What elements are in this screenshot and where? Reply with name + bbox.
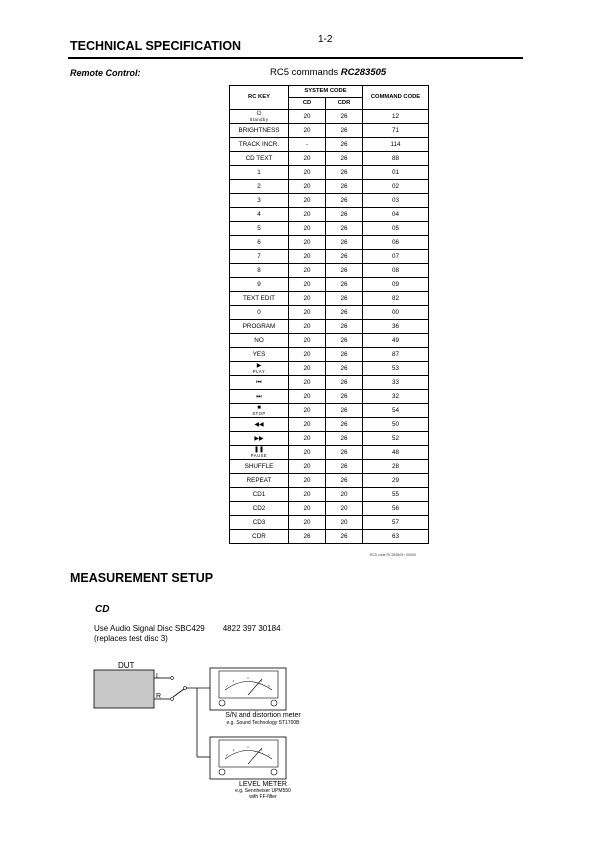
rc-key-cell: CD3 <box>230 516 289 530</box>
cdr-code-cell: 20 <box>326 502 363 516</box>
cd-code-cell: - <box>289 138 326 152</box>
switch-contact-right <box>171 698 174 701</box>
cdr-code-cell: 26 <box>326 166 363 180</box>
cd-code-cell: 20 <box>289 194 326 208</box>
cd-code-cell: 20 <box>289 124 326 138</box>
command-code-cell: 87 <box>363 348 429 362</box>
cd-code-cell: 20 <box>289 250 326 264</box>
rc-key-cell: 5 <box>230 222 289 236</box>
cd-code-cell: 26 <box>289 530 326 544</box>
cdr-code-cell: 26 <box>326 404 363 418</box>
level-meter <box>210 737 286 779</box>
meter2-caption <box>200 781 326 800</box>
header-rc-key: RC KEY <box>230 86 289 110</box>
cd-code-cell: 20 <box>289 502 326 516</box>
cdr-code-cell: 26 <box>326 362 363 376</box>
cdr-code-cell: 26 <box>326 376 363 390</box>
cdr-code-cell: 26 <box>326 110 363 124</box>
command-code-cell: 48 <box>363 446 429 460</box>
rc-key-cell: NO <box>230 334 289 348</box>
rc-key-cell: CD1 <box>230 488 289 502</box>
rc-key-cell: REPEAT <box>230 474 289 488</box>
rc-key-cell: CD TEXT <box>230 152 289 166</box>
command-code-cell: 07 <box>363 250 429 264</box>
cdr-code-cell: 20 <box>326 516 363 530</box>
use-line: Use Audio Signal Disc SBC429 <box>94 624 205 633</box>
command-code-cell: 09 <box>363 278 429 292</box>
command-code-cell: 01 <box>363 166 429 180</box>
rc-key-cell: SHUFFLE <box>230 460 289 474</box>
cd-code-cell: 20 <box>289 390 326 404</box>
header-cd: CD <box>289 98 326 110</box>
command-code-cell: 52 <box>363 432 429 446</box>
cdr-code-cell: 26 <box>326 320 363 334</box>
cd-code-cell: 20 <box>289 292 326 306</box>
command-code-cell: 33 <box>363 376 429 390</box>
command-code-cell: 54 <box>363 404 429 418</box>
cd-code-cell: 20 <box>289 320 326 334</box>
command-code-cell: 08 <box>363 264 429 278</box>
rc-key-cell: TEXT EDIT <box>230 292 289 306</box>
rc-key-cell: YES <box>230 348 289 362</box>
rc-key-cell: 1 <box>230 166 289 180</box>
cd-code-cell: 20 <box>289 460 326 474</box>
rc-key-cell: 8 <box>230 264 289 278</box>
page-number: 1-2 <box>318 34 333 45</box>
rc-key-cell: 9 <box>230 278 289 292</box>
cdr-code-cell: 26 <box>326 460 363 474</box>
rc-key-cell: TRACK INCR. <box>230 138 289 152</box>
cd-code-cell: 20 <box>289 446 326 460</box>
cd-code-cell: 20 <box>289 362 326 376</box>
cd-code-cell: 20 <box>289 334 326 348</box>
switch-common <box>184 687 187 690</box>
cdr-code-cell: 26 <box>326 138 363 152</box>
cd-code-cell: 20 <box>289 306 326 320</box>
cd-code-cell: 20 <box>289 166 326 180</box>
cd-code-cell: 20 <box>289 278 326 292</box>
command-code-cell: 04 <box>363 208 429 222</box>
cd-code-cell: 20 <box>289 222 326 236</box>
cdr-code-cell: 26 <box>326 390 363 404</box>
header-cdr: CDR <box>326 98 363 110</box>
cdr-code-cell: 26 <box>326 348 363 362</box>
command-code-cell: 50 <box>363 418 429 432</box>
command-code-cell: 12 <box>363 110 429 124</box>
rc-key-cell: PROGRAM <box>230 320 289 334</box>
cd-code-cell: 20 <box>289 376 326 390</box>
rc5-model: RC283505 <box>340 67 387 78</box>
rc5-prefix: RC5 commands <box>270 67 341 78</box>
header-system-code: SYSTEM CODE <box>289 86 363 98</box>
command-code-cell: 55 <box>363 488 429 502</box>
command-code-cell: 03 <box>363 194 429 208</box>
cdr-code-cell: 26 <box>326 208 363 222</box>
command-code-cell: 29 <box>363 474 429 488</box>
key-symbol-icon: ⏻ <box>256 111 262 117</box>
command-code-cell: 28 <box>363 460 429 474</box>
rc-key-cell: CD2 <box>230 502 289 516</box>
rc-key-cell: CDR <box>230 530 289 544</box>
key-symbol-icon: ❚❚ <box>253 447 265 453</box>
cd-code-cell: 20 <box>289 264 326 278</box>
command-code-cell: 32 <box>363 390 429 404</box>
cd-code-cell: 20 <box>289 348 326 362</box>
command-code-cell: 06 <box>363 236 429 250</box>
rc-key-cell: 4 <box>230 208 289 222</box>
key-symbol-icon: ⏭ <box>256 393 262 400</box>
command-code-cell: 114 <box>363 138 429 152</box>
command-code-cell: 71 <box>363 124 429 138</box>
meter1-example: e.g. Sound Technology ST1700B <box>226 719 300 726</box>
cdr-code-cell: 26 <box>326 152 363 166</box>
meter1-name: S/N and distortion meter <box>225 712 301 719</box>
cdr-code-cell: 26 <box>326 418 363 432</box>
cdr-code-cell: 26 <box>326 236 363 250</box>
dut-label: DUT <box>118 661 135 670</box>
key-symbol-icon: ▶ <box>256 363 262 369</box>
switch-arm <box>173 689 184 697</box>
rc-key-cell: 6 <box>230 236 289 250</box>
command-code-cell: 88 <box>363 152 429 166</box>
cdr-code-cell: 20 <box>326 488 363 502</box>
command-code-cell: 56 <box>363 502 429 516</box>
sn-distortion-meter <box>210 668 286 710</box>
cdr-code-cell: 26 <box>326 124 363 138</box>
cd-code-cell: 20 <box>289 418 326 432</box>
cd-code-cell: 20 <box>289 208 326 222</box>
right-channel-label: R <box>156 693 162 700</box>
cdr-code-cell: 26 <box>326 180 363 194</box>
cdr-code-cell: 26 <box>326 194 363 208</box>
cd-code-cell: 20 <box>289 488 326 502</box>
section-title-measurement-setup: MEASUREMENT SETUP <box>70 571 214 585</box>
command-code-cell: 49 <box>363 334 429 348</box>
command-code-cell: 02 <box>363 180 429 194</box>
cd-code-cell: 20 <box>289 432 326 446</box>
replaces-line: (replaces test disc 3) <box>94 633 168 643</box>
command-code-cell: 53 <box>363 362 429 376</box>
cdr-code-cell: 26 <box>326 278 363 292</box>
command-code-cell: 63 <box>363 530 429 544</box>
rc-key-cell: BRIGHTNESS <box>230 124 289 138</box>
cdr-code-cell: 26 <box>326 222 363 236</box>
cdr-code-cell: 26 <box>326 530 363 544</box>
section-title-technical-specification: TECHNICAL SPECIFICATION <box>70 39 242 53</box>
switch-contact-left <box>171 677 174 680</box>
cdr-code-cell: 26 <box>326 264 363 278</box>
rc-key-cell: 2 <box>230 180 289 194</box>
key-label: PLAY <box>252 369 266 374</box>
rc-key-cell: 3 <box>230 194 289 208</box>
table-footnote: RC5 code RC283505 / 00000 <box>370 553 416 557</box>
meter1-caption <box>200 712 326 727</box>
cdr-code-cell: 26 <box>326 306 363 320</box>
key-label: PAUSE <box>250 453 268 458</box>
cdr-code-cell: 26 <box>326 334 363 348</box>
cdr-code-cell: 26 <box>326 432 363 446</box>
key-symbol-icon: ◀◀ <box>254 421 264 428</box>
key-symbol-icon: ■ <box>257 405 261 411</box>
part-number: 4822 397 30184 <box>222 624 281 633</box>
remote-control-label: Remote Control: <box>70 68 141 78</box>
command-code-cell: 05 <box>363 222 429 236</box>
cdr-code-cell: 26 <box>326 474 363 488</box>
cd-code-cell: 20 <box>289 516 326 530</box>
cdr-code-cell: 26 <box>326 446 363 460</box>
cd-code-cell: 20 <box>289 110 326 124</box>
meter2-example: e.g. Sennheiser UPM550 <box>235 788 291 794</box>
rc-key-cell: 7 <box>230 250 289 264</box>
cd-code-cell: 20 <box>289 180 326 194</box>
meter2-note: with FF-filter <box>249 794 277 800</box>
key-symbol-icon: ⏮ <box>256 379 262 386</box>
meter2-name: LEVEL METER <box>239 781 287 788</box>
command-code-cell: 00 <box>363 306 429 320</box>
dut-box <box>94 670 154 708</box>
command-code-cell: 36 <box>363 320 429 334</box>
key-label: Standby <box>249 117 269 122</box>
cd-code-cell: 20 <box>289 404 326 418</box>
cd-code-cell: 20 <box>289 474 326 488</box>
command-code-cell: 82 <box>363 292 429 306</box>
command-code-cell: 57 <box>363 516 429 530</box>
cdr-code-cell: 26 <box>326 292 363 306</box>
key-symbol-icon: ▶▶ <box>254 435 264 442</box>
key-label: STOP <box>252 411 266 416</box>
cd-code-cell: 20 <box>289 152 326 166</box>
rc-key-cell: 0 <box>230 306 289 320</box>
header-command-code: COMMAND CODE <box>363 86 429 110</box>
cdr-code-cell: 26 <box>326 250 363 264</box>
cd-code-cell: 20 <box>289 236 326 250</box>
cd-heading: CD <box>95 604 110 615</box>
left-channel-label: L <box>156 673 160 680</box>
